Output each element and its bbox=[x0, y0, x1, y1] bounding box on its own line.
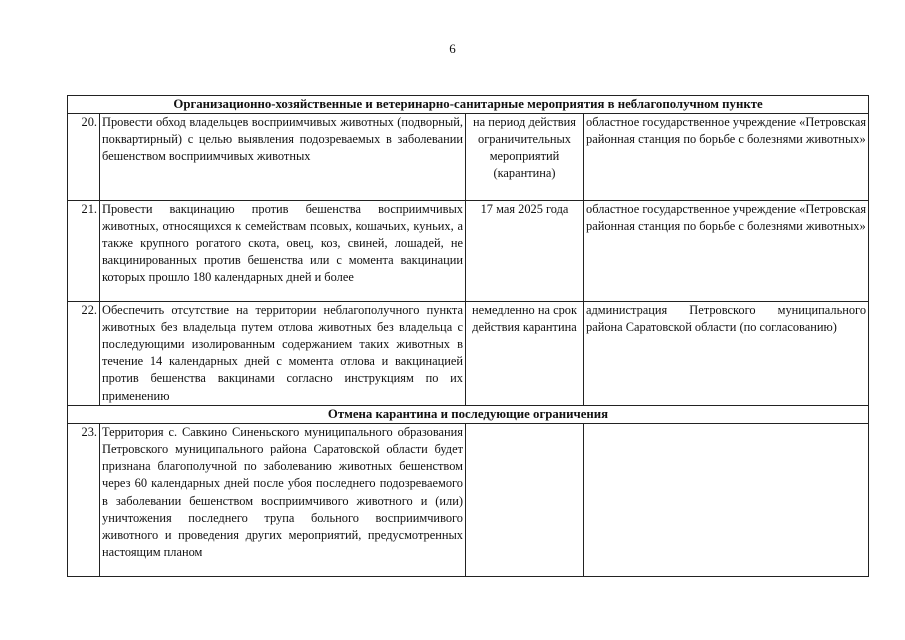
table-row bbox=[68, 424, 869, 577]
measure-term: 17 мая 2025 года bbox=[466, 201, 584, 302]
page-number: 6 bbox=[449, 41, 456, 56]
responsible-party: администрация Петровского муниципального района Саратовской области (по согласованию) bbox=[584, 302, 869, 406]
measure-term: на период действия ограничительных мероприятий (карантина) bbox=[466, 114, 584, 201]
responsible-party: областное государственное учреждение «Петровская районная станция по борьбе с болезнями животных» bbox=[584, 201, 869, 302]
measure-description: Провести вакцинацию против бешенства восприимчивых животных, относящихся к семействам псовых, кошачьих, куньих, а также крупного рогатого скота, овец, коз, свиней, лошадей, не вакцинированных против бешенства или с момента вакцинации которых прошло 180 календарных дней и более bbox=[100, 201, 466, 302]
table-row bbox=[68, 302, 869, 406]
row-number: 20. bbox=[68, 114, 100, 201]
measures-table bbox=[67, 95, 869, 577]
measure-description: Провести обход владельцев восприимчивых животных (подворный, поквартирный) с целью выявления подозреваемых в заболевании бешенством восприимчивых животных bbox=[100, 114, 466, 201]
row-number: 22. bbox=[68, 302, 100, 406]
measure-term bbox=[466, 424, 584, 577]
measure-term: немедленно на срок действия карантина bbox=[466, 302, 584, 406]
measure-description: Территория с. Савкино Синеньского муниципального образования Петровского муниципального района Саратовской области будет признана благополучной по заболеванию животных бешенством через 60 календарных дней после убоя последнего подозреваемого в заболевании бешенством восприимчивого животного и (или) уничтожения последнего трупа больного восприимчивого животного и проведения других мероприятий, предусмотренных настоящим планом bbox=[100, 424, 466, 577]
section-header-row bbox=[68, 96, 869, 114]
row-number: 23. bbox=[68, 424, 100, 577]
responsible-party: областное государственное учреждение «Петровская районная станция по борьбе с болезнями животных» bbox=[584, 114, 869, 201]
table-row bbox=[68, 201, 869, 302]
row-number: 21. bbox=[68, 201, 100, 302]
section-title: Организационно-хозяйственные и ветеринарно-санитарные мероприятия в неблагополучном пункте bbox=[68, 96, 869, 114]
table-row bbox=[68, 114, 869, 201]
responsible-party bbox=[584, 424, 869, 577]
section-title: Отмена карантина и последующие ограничения bbox=[68, 406, 869, 424]
measure-description: Обеспечить отсутствие на территории неблагополучного пункта животных без владельца путем отлова животных без владельца с последующими изолированным содержанием таких животных в течение 14 календарных дней с момента отлова и вакцинацией против бешенства вакцинами согласно инструкциям по их применению bbox=[100, 302, 466, 406]
section-header-row bbox=[68, 406, 869, 424]
